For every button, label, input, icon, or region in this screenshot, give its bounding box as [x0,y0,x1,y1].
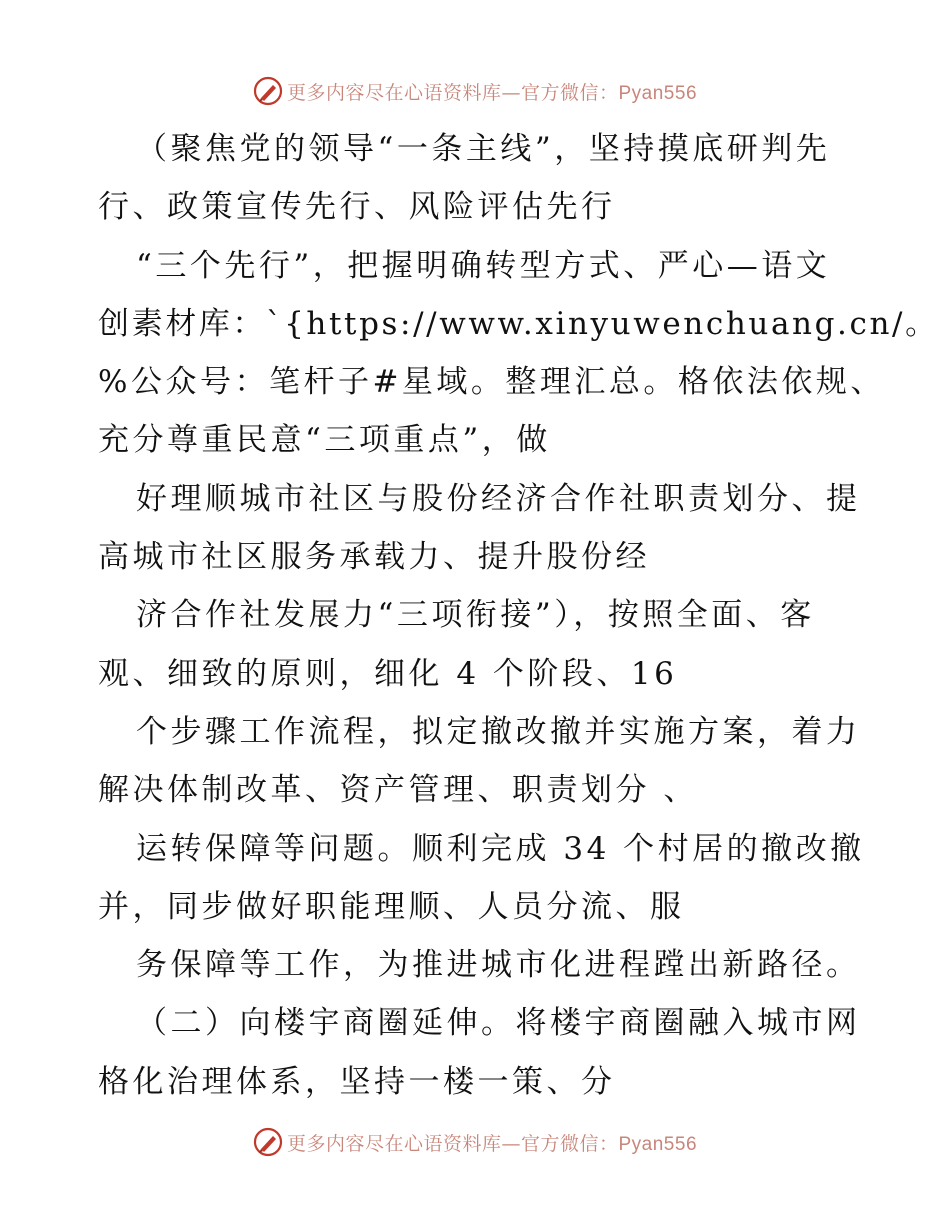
text-line: 务保障等工作，为推进城市化进程蹚出新路径。 [136,947,861,984]
footer-watermark [0,1127,950,1157]
text-line: 好理顺城市社区与股份经济合作社职责划分、提 [136,480,861,517]
text-line: 观、细致的原则，细化 4 个阶段、16 [98,655,678,692]
watermark-text: 更多内容尽在心语资料库—官方微信： [286,81,619,104]
text-line: 行、政策宣传先行、风险评估先行 [98,189,616,226]
text-line: 格化治理体系，坚持一楼一策、分 [98,1063,616,1100]
header-watermark [0,76,950,106]
pen-logo-icon [253,76,283,106]
text-line: 运转保障等问题。顺利完成 34 个村居的撤改撤 [136,830,865,867]
body-text [98,120,939,1111]
text-line: （聚焦党的领导“一条主线”，坚持摸底研判先 [136,131,831,167]
text-line: 个步骤工作流程，拟定撤改撤并实施方案，着力 [136,713,861,750]
watermark-brand: Pyan556 [618,82,698,104]
watermark-text: 更多内容尽在心语资料库—官方微信： [286,1132,619,1155]
text-line: 解决体制改革、资产管理、职责划分 、 [98,772,698,809]
text-line: 高城市社区服务承载力、提升股份经 [98,539,650,576]
text-line: 创素材库：`{https://www.xinyuwenchuang.cn/。 [98,305,939,342]
pen-logo-icon [253,1127,283,1157]
text-line: （二）向楼宇商圈延伸。将楼宇商圈融入城市网 [136,1005,861,1042]
text-line: 济合作社发展力“三项衔接”），按照全面、客 [136,597,815,634]
text-line: “三个先行”，把握明确转型方式、严心—语文 [136,247,831,284]
text-line: 充分尊重民意“三项重点”，做 [98,422,551,459]
text-line: %公众号：笔杆子#星域。整理汇总。格依法依规、 [98,364,885,401]
watermark-brand: Pyan556 [618,1133,698,1155]
text-line: 并，同步做好职能理顺、人员分流、服 [98,888,685,925]
